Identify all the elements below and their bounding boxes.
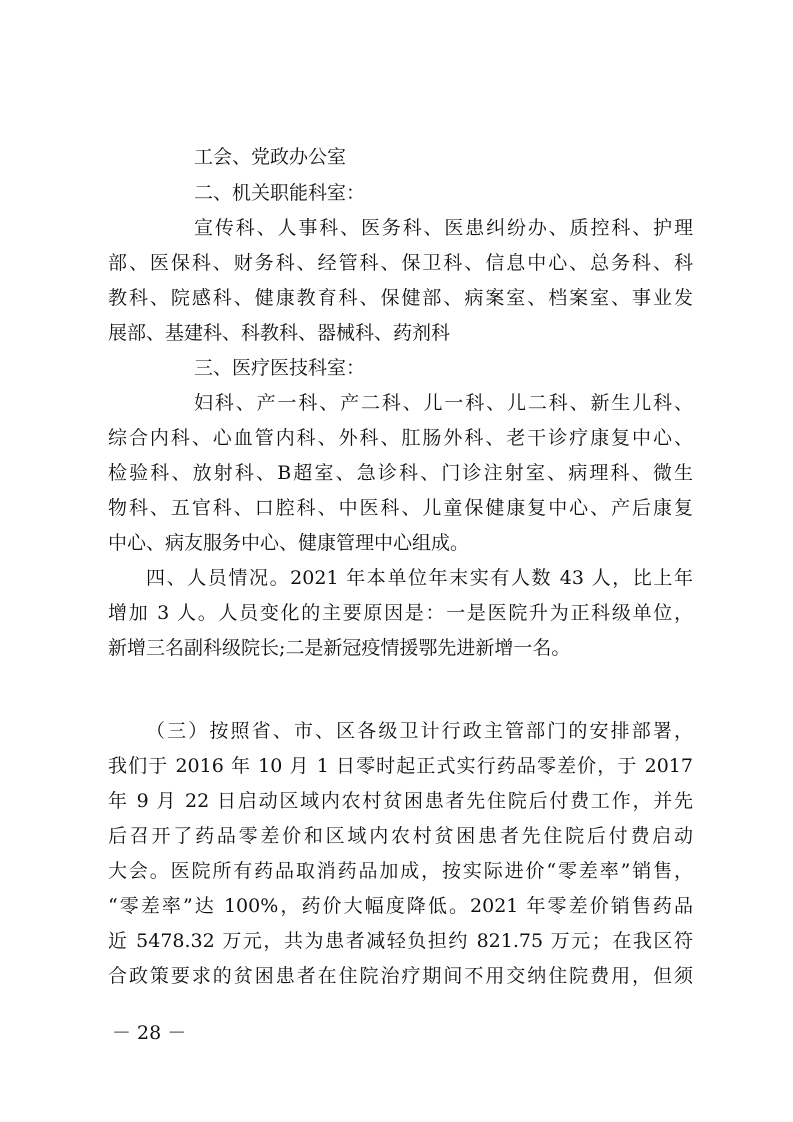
paragraph-3-line-4: 后召开了药品零差价和区域内农村贫困患者先住院后付费启动 [108, 825, 693, 847]
text-line-11: 物科、五官科、口腔科、中医科、儿童保健康复中心、产后康复 [108, 497, 693, 519]
paragraph-3-line-2: 我们于 2016 年 10 月 1 日零时起正式实行药品零差价，于 2017 [108, 755, 693, 777]
text-line-10: 检验科、放射科、B超室、急诊科、门诊注射室、病理科、微生 [108, 462, 693, 484]
text-line-6: 展部、基建科、科教科、器械科、药剂科 [108, 322, 451, 344]
text-line-1: 工会、党政办公室 [194, 146, 347, 168]
section-heading-3: 三、医疗医技科室： [194, 357, 366, 379]
page-number: － 28 － [112, 1022, 187, 1044]
paragraph-3-line-3: 年 9 月 22 日启动区域内农村贫困患者先住院后付费工作，并先 [108, 790, 693, 812]
section-heading-2: 二、机关职能科室： [194, 182, 366, 204]
text-line-14: 增加 3 人。人员变化的主要原因是：一是医院升为正科级单位， [108, 602, 693, 624]
text-line-4: 部、医保科、财务科、经管科、保卫科、信息中心、总务科、科 [108, 252, 693, 274]
text-line-12: 中心、病友服务中心、健康管理中心组成。 [108, 532, 470, 554]
paragraph-3-line-1: （三）按照省、市、区各级卫计行政主管部门的安排部署， [146, 720, 693, 742]
paragraph-3-line-8: 合政策要求的贫困患者在住院治疗期间不用交纳住院费用，但须 [108, 965, 693, 987]
text-line-5: 教科、院感科、健康教育科、保健部、病案室、档案室、事业发 [108, 287, 693, 309]
paragraph-3-line-6: “零差率”达 100%，药价大幅度降低。2021 年零差价销售药品 [108, 895, 693, 917]
paragraph-3-line-5: 大会。医院所有药品取消药品加成，按实际进价“零差率”销售， [108, 860, 693, 882]
text-line-3: 宣传科、人事科、医务科、医患纠纷办、质控科、护理 [194, 217, 693, 239]
text-line-8: 妇科、产一科、产二科、儿一科、儿二科、新生儿科、 [194, 392, 693, 414]
text-line-9: 综合内科、心血管内科、外科、肛肠外科、老干诊疗康复中心、 [108, 427, 693, 449]
paragraph-3-line-7: 近 5478.32 万元，共为患者减轻负担约 821.75 万元；在我区符 [108, 930, 693, 952]
section-heading-4: 四、人员情况。2021 年本单位年末实有人数 43 人，比上年 [146, 567, 693, 589]
text-line-15: 新增三名副科级院长;二是新冠疫情援鄂先进新增一名。 [108, 637, 571, 659]
